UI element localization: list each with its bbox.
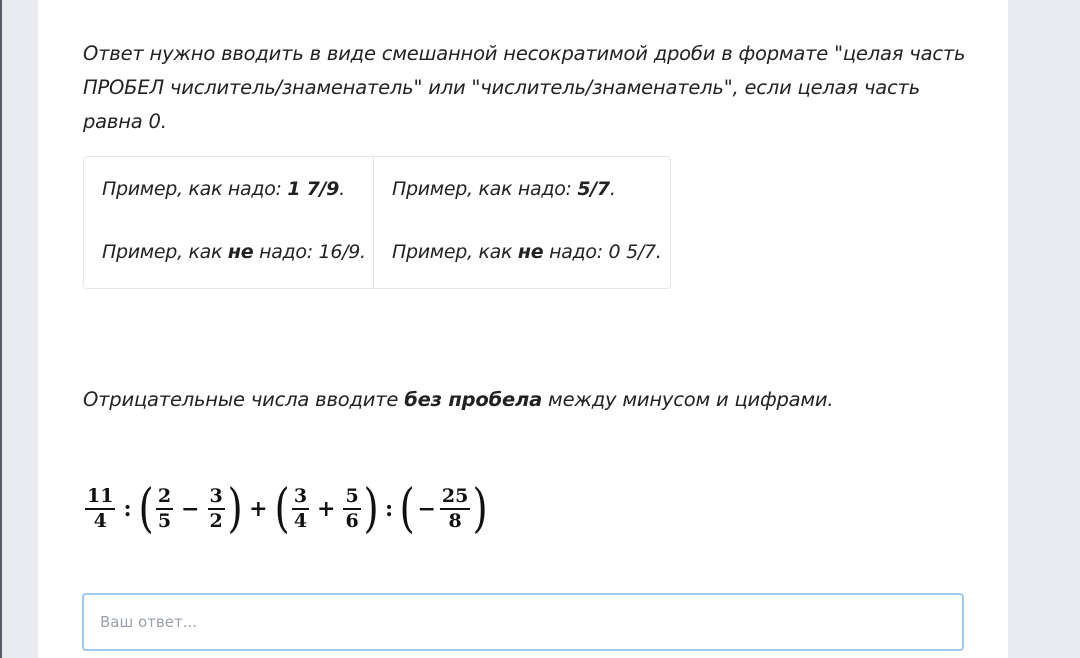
negative-numbers-note: Отрицательные числа вводите без пробела между минусом и цифрами. <box>83 388 834 411</box>
task-card <box>38 0 1008 658</box>
instruction-line-1: Ответ нужно вводить в виде смешанной несократимой дроби в формате "целая часть <box>83 42 966 65</box>
good-example-1: Пример, как надо: 1 7/9. <box>102 178 345 200</box>
plus-operator: + <box>249 496 268 522</box>
divide-operator: : <box>385 496 394 522</box>
instruction-line-2: ПРОБЕЛ числитель/знаменатель" или "числитель/знаменатель", если целая часть равна 0. <box>83 76 920 133</box>
fraction-5-6: $\frac{5}{6}$ <box>345 485 359 532</box>
divide-operator: : <box>123 496 132 522</box>
minus-operator: − <box>181 496 200 522</box>
plus-operator: + <box>317 496 336 522</box>
fraction-2-5: $\frac{2}{5}$ <box>157 485 172 532</box>
fraction-3-2: $\frac{3}{2}$ <box>209 485 223 532</box>
right-paren: ) <box>363 479 379 539</box>
examples-table <box>83 156 671 289</box>
math-expression <box>83 476 489 542</box>
examples-column-1 <box>84 157 374 288</box>
left-paren: ( <box>274 479 290 539</box>
fraction-11-4: $\frac{11}{4}$ <box>87 485 114 532</box>
answer-input[interactable] <box>82 593 964 651</box>
examples-column-2 <box>374 157 670 288</box>
fraction-25-8: $\frac{25}{8}$ <box>441 485 469 532</box>
fraction-3-4: $\frac{3}{4}$ <box>293 485 308 532</box>
window-edge <box>0 0 2 658</box>
right-paren: ) <box>227 479 243 539</box>
bad-example-2: Пример, как не надо: 0 5/7. <box>392 241 662 263</box>
good-example-2: Пример, как надо: 5/7. <box>392 178 616 200</box>
left-paren: ( <box>399 479 415 539</box>
left-paren: ( <box>138 479 154 539</box>
instruction-text <box>83 37 973 139</box>
bad-example-1: Пример, как не надо: 16/9. <box>102 241 366 263</box>
right-paren: ) <box>472 479 489 539</box>
negative-sign: − <box>417 496 436 522</box>
